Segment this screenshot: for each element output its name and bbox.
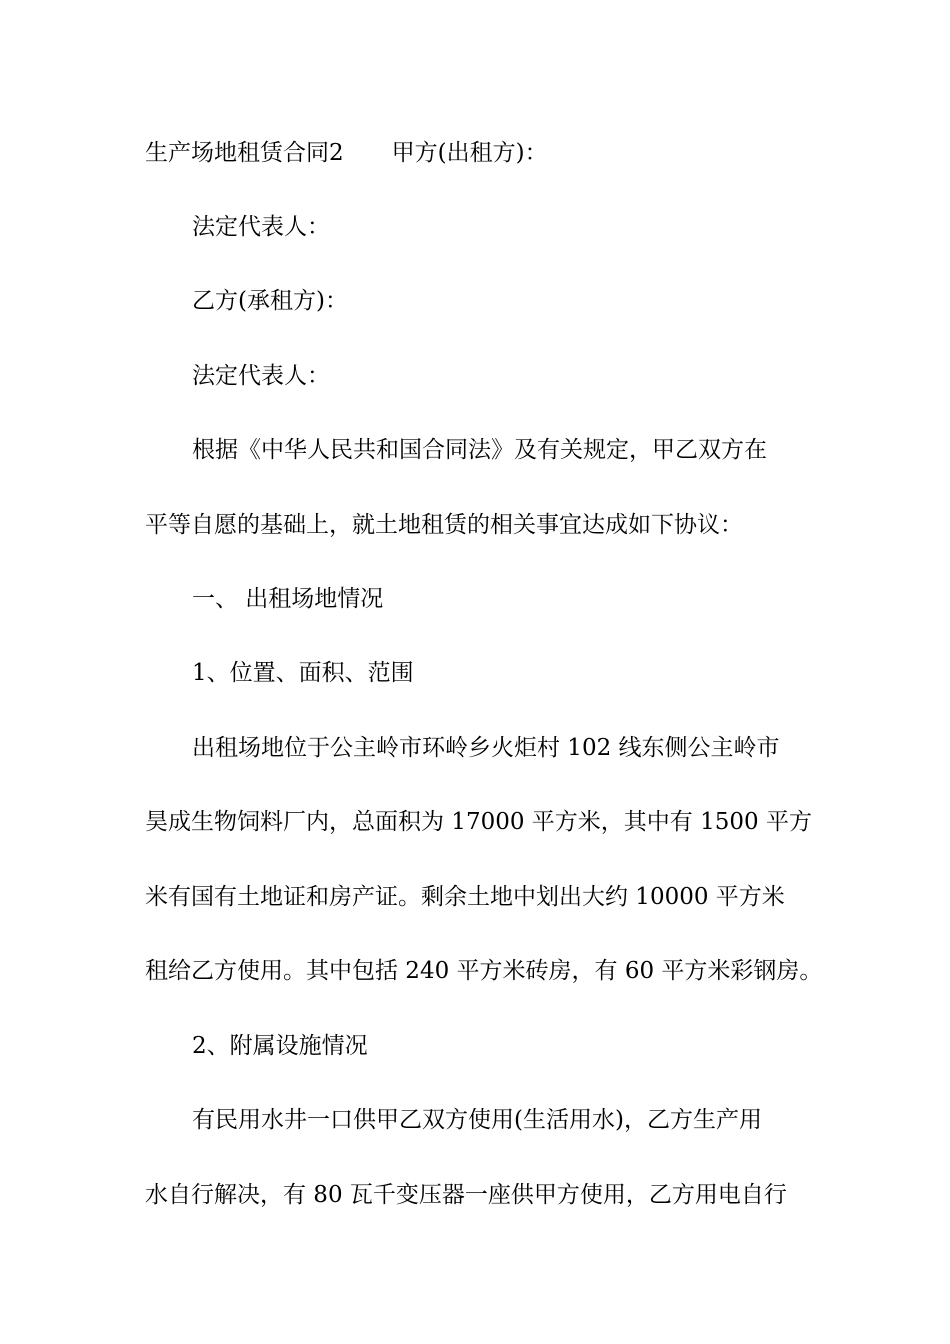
party-a-rep: 法定代表人： [192, 214, 330, 240]
section-1-title: 一、 出租场地情况 [192, 586, 384, 612]
subsection-1-title: 1、位置、面积、范围 [192, 660, 414, 686]
sub1-body-line-3: 米有国有土地证和房产证。剩余土地中划出大约 10000 平方米 [145, 884, 785, 910]
party-a-label: 甲方(出租方)： [391, 140, 548, 166]
sub2-body-line-1: 有民用水井一口供甲乙双方使用(生活用水)，乙方生产用 [192, 1107, 762, 1133]
party-b-label: 乙方(承租方)： [192, 288, 348, 314]
title-line [145, 137, 815, 169]
intro-line-1: 根据《中华人民共和国合同法》及有关规定，甲乙双方在 [192, 437, 767, 463]
sub1-body-line-1: 出租场地位于公主岭市环岭乡火炬村 102 线东侧公主岭市 [192, 735, 780, 761]
party-b-rep: 法定代表人： [192, 363, 330, 389]
intro-line-2: 平等自愿的基础上，就土地租赁的相关事宜达成如下协议： [145, 512, 743, 538]
sub1-body-line-2: 昊成生物饲料厂内，总面积为 17000 平方米，其中有 1500 平方 [145, 809, 812, 835]
sub1-body-line-4: 租给乙方使用。其中包括 240 平方米砖房，有 60 平方米彩钢房。 [145, 958, 823, 984]
subsection-2-title: 2、附属设施情况 [192, 1033, 368, 1059]
document-title: 生产场地租赁合同2 [145, 140, 344, 166]
sub2-body-line-2: 水自行解决，有 80 瓦千变压器一座供甲方使用，乙方用电自行 [145, 1182, 787, 1208]
